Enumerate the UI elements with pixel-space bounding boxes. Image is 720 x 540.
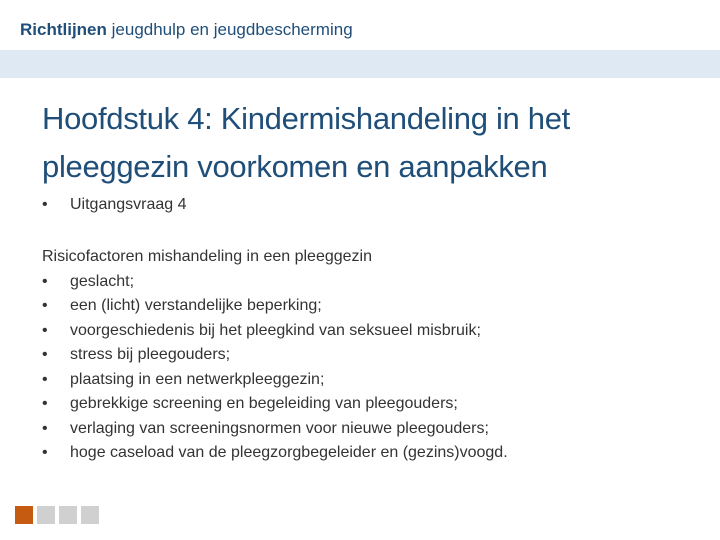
list-item	[42, 441, 702, 466]
progress-square	[81, 506, 99, 524]
bullet-symbol: •	[42, 419, 48, 437]
progress-square	[37, 506, 55, 524]
header-bar	[0, 0, 720, 50]
list-item-text: stress bij pleegouders;	[70, 346, 231, 363]
list-item-text: hoge caseload van de pleegzorgbegeleider en (gezins)voogd.	[70, 444, 508, 461]
list-item-text: geslacht;	[70, 272, 135, 290]
list-item-text: plaatsing in een netwerkpleeggezin;	[70, 370, 325, 388]
risk-factor-list	[42, 270, 702, 466]
header-title-bold: Richtlijnen	[20, 20, 107, 39]
list-item-text: gebrekkige screening en begeleiding van pleegouders;	[70, 395, 458, 412]
bullet-symbol: •	[42, 444, 48, 461]
bullet-symbol: •	[42, 346, 48, 363]
slide-title-line-1: Hoofdstuk 4: Kindermishandeling in het	[42, 101, 570, 136]
list-item	[42, 368, 702, 393]
header-band	[0, 50, 720, 78]
slide-title	[42, 95, 702, 191]
bullet-symbol: •	[42, 272, 48, 290]
progress-square-active	[15, 506, 33, 524]
list-item-text: verlaging van screeningsnormen voor nieuwe pleegouders;	[70, 419, 489, 437]
list-item-text: een (licht) verstandelijke beperking;	[70, 297, 322, 314]
slide-title-line-2: pleeggezin voorkomen en aanpakken	[42, 149, 548, 184]
bullet-symbol: •	[42, 196, 48, 213]
section-heading: Risicofactoren mishandeling in een pleeggezin	[42, 248, 372, 265]
bullet-symbol: •	[42, 395, 48, 412]
progress-square	[59, 506, 77, 524]
list-item	[42, 417, 702, 442]
sub-bullet-text: Uitgangsvraag 4	[70, 196, 187, 213]
header-title	[20, 19, 353, 41]
header-title-rest: jeugdhulp en jeugdbescherming	[106, 20, 353, 39]
list-item-text: voorgeschiedenis bij het pleegkind van seksueel misbruik;	[70, 321, 481, 339]
content-block	[42, 245, 702, 466]
list-item	[42, 392, 702, 417]
bullet-symbol: •	[42, 321, 48, 339]
sub-bullet	[42, 193, 187, 217]
list-item	[42, 343, 702, 368]
list-item	[42, 270, 702, 295]
bullet-symbol: •	[42, 370, 48, 388]
list-item	[42, 294, 702, 319]
bullet-symbol: •	[42, 297, 48, 314]
list-item	[42, 319, 702, 344]
